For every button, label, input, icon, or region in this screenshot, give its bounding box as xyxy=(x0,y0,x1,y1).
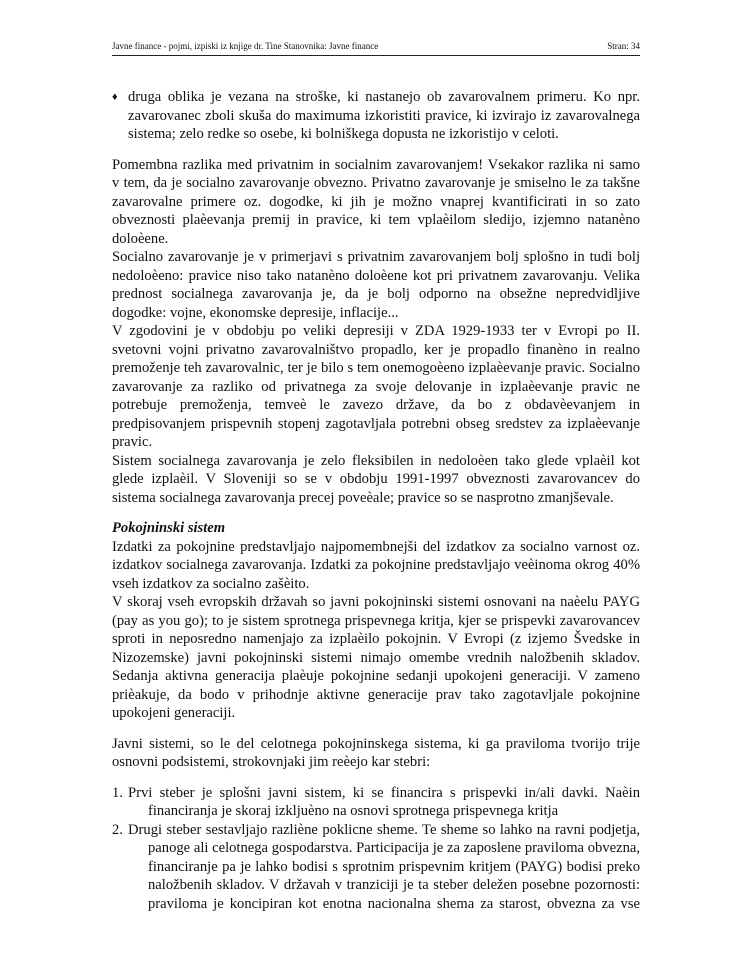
text-line: V skoraj vseh evropskih državah so javni pokojninski sistemi osnovani na naèelu PAYG xyxy=(112,594,640,610)
text-line: Nizozemske) javni pokojninski sistemi nimajo omembe vrednih naložbenih skladov. xyxy=(112,649,640,666)
list-number: 1. xyxy=(112,784,123,801)
text-line: upokojeni generaciji. xyxy=(112,705,236,721)
text-line: zavarovanje za razliko od privatnega za svoje delovanje in izplaèevanje pravic ne xyxy=(112,378,640,395)
text-line: premoženje teh zavarovalnic, ter je bilo s tem onemogoèeno izplaèevanje pravic. Socialno xyxy=(112,360,640,376)
text-line: (pay as you go); to je sistem sprotnega prispevnega kritja, kjer se prispevki zavarovancev xyxy=(112,612,640,629)
page-body xyxy=(112,88,640,913)
text-line: obveznosti plaèevanja premij in pravice, ki tem vplaèilom sledijo, izjemno natanèno xyxy=(112,212,640,228)
text-line: osnovni podsistemi, strokovnjaki jim reèejo kar stebri: xyxy=(112,754,431,770)
section-pokojninski-sistem xyxy=(112,519,640,723)
body-paragraphs xyxy=(112,156,640,508)
text-line: Javni sistemi, so le del celotnega pokojninskega sistema, ki ga praviloma tvorijo trije xyxy=(112,735,640,752)
text-line: dogodke: vojne, ekonomske depresije, inflacije... xyxy=(112,304,399,321)
paragraph xyxy=(112,538,640,594)
text-line: financiranje pa je lahko bodisi s sprotnim prispevnim kritjem (PAYG) bodisi preko xyxy=(148,858,640,875)
text-line: Pomembna razlika med privatnim in socialnim zavarovanjem! Vsekakor razlika ni samo xyxy=(112,156,640,173)
diamond-bullet-icon: ♦ xyxy=(112,91,118,103)
text-line: V zgodovini je v obdobju po veliki depresiji v ZDA 1929-1933 ter v Evropi po II. xyxy=(112,323,640,339)
text-line: zavarovanec zboli skuša do maximuma izkoristiti pravice, ki izvirajo iz zavarovalnega xyxy=(128,107,640,124)
text-line: glede izplaèil. V Sloveniji so se v obdobju 1991-1997 obveznosti zavarovancev do xyxy=(112,471,640,487)
text-line: zavarovalne primere oz. dogodke, ki jih je možno vnaprej kvantificirati in so zato xyxy=(112,193,640,210)
paragraph xyxy=(112,452,640,508)
header-title: Javne finance - pojmi, izpiski iz knjige dr. Tine Stanovnika: Javne finance xyxy=(112,41,379,51)
text-line: predpisovanjem prispevnih stopenj zagotavljala potrebni obseg sredstev za izplaèevanje xyxy=(112,415,640,432)
text-line: svetovni vojni privatno zavarovalništvo propadlo, ker je propadlo finanèno in realno xyxy=(112,341,640,358)
text-line: potrebuje premoženja, temveè le zavezo države, da bo z obdavèevanjem in xyxy=(112,397,640,413)
list-number: 2. xyxy=(112,821,123,838)
section-heading: Pokojninski sistem xyxy=(112,520,226,536)
text-line: prièakuje, da bodo v prihodnje aktivne generacije prav tako zagotavljale pokojnine xyxy=(112,686,640,703)
text-line: sistema socialnega zavarovanja precej poveèale; pravice so se nasprotno zmanjševale. xyxy=(112,489,614,506)
text-line: Socialno zavarovanje je v primerjavi s privatnim zavarovanjem bolj splošno in tudi bolj xyxy=(112,249,640,265)
page-number: Stran: 34 xyxy=(607,41,640,51)
paragraph xyxy=(112,322,640,452)
paragraph xyxy=(112,156,640,249)
text-line: Sedanja aktivna generacija plaèuje pokojnine sedanji upokojeni generaciji. V zameno xyxy=(112,668,640,684)
text-line: Drugi steber sestavljajo razliène poklicne sheme. Te sheme so lahko na ravni podjetja, xyxy=(128,821,640,838)
paragraph xyxy=(112,248,640,322)
text-line: izdatkov socialnega zavarovanja. Izdatki za pokojnine predstavljajo veèinoma okrog 40% xyxy=(112,557,640,573)
text-line: Sistem socialnega zavarovanja je zelo fleksibilen in nedoloèen tako glede vplaèil kot xyxy=(112,452,640,469)
text-line: prednost socialnega zavarovanja je, da je bolj odporno na obsežne nepredvidljive xyxy=(112,286,640,302)
numbered-list xyxy=(112,784,640,914)
text-line: sistema; zelo redke so osebe, ki bolniškega dopusta ne izkoristijo v celoti. xyxy=(128,126,559,142)
text-line: doloèene. xyxy=(112,230,169,247)
list-item xyxy=(112,784,640,821)
text-line: vseh izdatkov za socialno zašèito. xyxy=(112,575,310,592)
text-line: nedoloèeno: pravice niso tako natanèno doloèene kot pri privatnem zavarovanju. Velika xyxy=(112,267,640,284)
text-line: Prvi steber je splošni javni sistem, ki se financira s prispevki in/ali davki. Naèin xyxy=(128,784,640,801)
text-line: naložbenih skladov. V državah v tranziciji je ta steber deležen posebne pozornosti: xyxy=(148,877,640,893)
text-line: panoge ali celotnega gospodarstva. Participacija je za zaposlene praviloma obvezna, xyxy=(148,840,640,856)
bullet-item xyxy=(112,88,640,144)
header-rule xyxy=(112,55,640,56)
paragraph xyxy=(112,593,640,723)
text-line: Izdatki za pokojnine predstavljajo najpomembnejši del izdatkov za socialno varnost oz. xyxy=(112,538,640,555)
list-item xyxy=(112,821,640,914)
intro-paragraph xyxy=(112,735,640,772)
text-line: sproti in neposredno namenjajo za izplaèilo pokojnin. V Evropi (z izjemo Švedske in xyxy=(112,631,640,647)
text-line: financiranja je skoraj izkljuèno na osnovi sprotnega prispevnega kritja xyxy=(148,803,559,819)
page-header xyxy=(112,41,640,51)
text-line: pravic. xyxy=(112,434,153,450)
text-line: v tem, da je socialno zavarovanje obvezno. Privatno zavarovanje je smiselno le za takšne xyxy=(112,175,640,191)
text-line: praviloma je koncipiran kot enotna nacionalna shema za starost, obvezna za vse xyxy=(148,895,640,912)
text-line: druga oblika je vezana na stroške, ki nastanejo ob zavarovalnem primeru. Ko npr. xyxy=(128,89,640,105)
